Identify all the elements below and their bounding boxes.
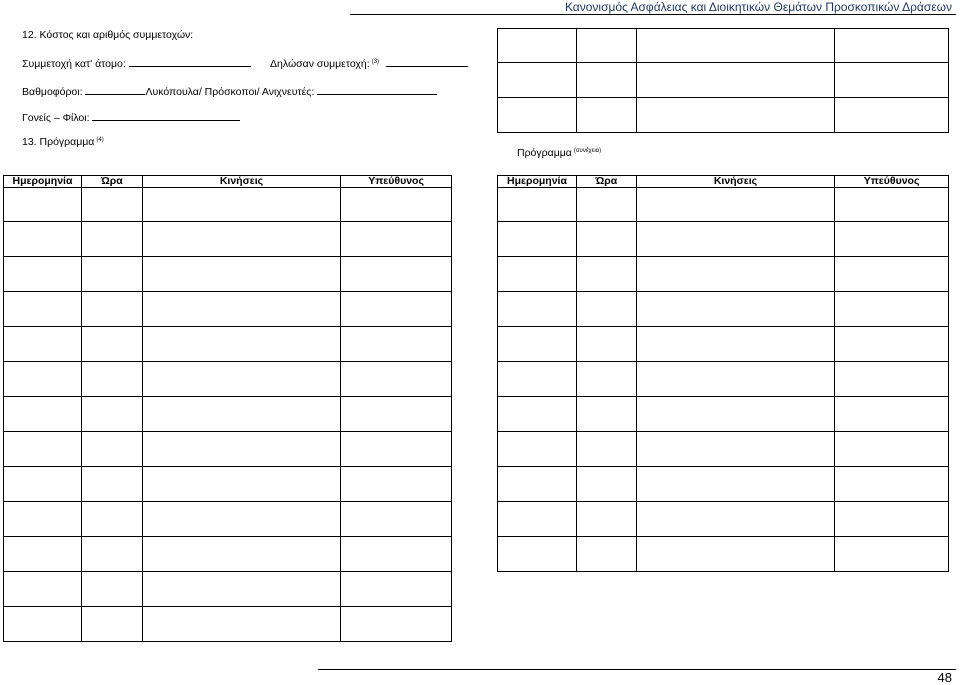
schedule-cell[interactable] — [576, 362, 636, 397]
schedule-cell[interactable] — [636, 397, 834, 432]
schedule-cell[interactable] — [576, 257, 636, 292]
col-movements-header: Κινήσεις — [636, 176, 834, 188]
schedule-cell[interactable] — [498, 292, 577, 327]
schedule-row — [4, 432, 452, 467]
schedule-cell[interactable] — [576, 397, 636, 432]
continued-heading: Πρόγραμμα — [517, 147, 572, 159]
schedule-cell[interactable] — [341, 222, 452, 257]
schedule-cell[interactable] — [142, 362, 340, 397]
schedule-cell[interactable] — [498, 327, 577, 362]
schedule-cell[interactable] — [341, 432, 452, 467]
schedule-cell[interactable] — [341, 397, 452, 432]
individual-cost-blank[interactable] — [129, 56, 251, 67]
sections-blank[interactable] — [317, 84, 437, 95]
schedule-cell[interactable] — [4, 572, 82, 607]
grid-cell[interactable] — [636, 63, 835, 98]
schedule-cell[interactable] — [4, 257, 82, 292]
schedule-cell[interactable] — [636, 222, 834, 257]
schedule-cell[interactable] — [835, 502, 949, 537]
schedule-cell[interactable] — [4, 537, 82, 572]
grid-cell[interactable] — [835, 98, 949, 133]
schedule-cell[interactable] — [142, 537, 340, 572]
schedule-cell[interactable] — [81, 502, 142, 537]
top-right-grid — [497, 28, 949, 133]
schedule-cell[interactable] — [341, 572, 452, 607]
schedule-cell[interactable] — [576, 432, 636, 467]
schedule-cell[interactable] — [142, 432, 340, 467]
schedule-cell[interactable] — [835, 537, 949, 572]
schedule-row — [498, 502, 949, 537]
section13-heading-row — [22, 136, 104, 148]
individual-cost-row — [22, 56, 251, 70]
schedule-cell[interactable] — [576, 292, 636, 327]
schedule-cell[interactable] — [4, 188, 82, 222]
schedule-cell[interactable] — [636, 467, 834, 502]
continued-heading-row — [517, 147, 601, 159]
schedule-row — [498, 188, 949, 222]
schedule-cell[interactable] — [142, 397, 340, 432]
ranked-row — [22, 84, 437, 98]
footer-rule — [318, 669, 956, 670]
col-date-header: Ημερομηνία — [4, 176, 82, 188]
col-time-header: Ώρα — [576, 176, 636, 188]
schedule-cell[interactable] — [142, 292, 340, 327]
schedule-cell[interactable] — [576, 188, 636, 222]
schedule-cell[interactable] — [81, 467, 142, 502]
schedule-cell[interactable] — [341, 502, 452, 537]
schedule-cell[interactable] — [4, 467, 82, 502]
ranked-label: Βαθμοφόροι: — [22, 86, 83, 98]
grid-cell[interactable] — [835, 63, 949, 98]
schedule-row — [4, 327, 452, 362]
schedule-cell[interactable] — [835, 467, 949, 502]
schedule-row — [498, 222, 949, 257]
schedule-table-right — [497, 175, 949, 572]
schedule-table-left — [3, 175, 452, 642]
schedule-header-row — [4, 176, 452, 188]
schedule-cell[interactable] — [142, 257, 340, 292]
grid-cell[interactable] — [498, 63, 577, 98]
schedule-header-row — [498, 176, 949, 188]
schedule-cell[interactable] — [636, 188, 834, 222]
schedule-row — [498, 432, 949, 467]
schedule-cell[interactable] — [498, 222, 577, 257]
schedule-cell[interactable] — [81, 327, 142, 362]
schedule-cell[interactable] — [4, 397, 82, 432]
schedule-cell[interactable] — [498, 188, 577, 222]
schedule-cell[interactable] — [4, 432, 82, 467]
schedule-cell[interactable] — [835, 397, 949, 432]
schedule-cell[interactable] — [636, 257, 834, 292]
schedule-cell[interactable] — [142, 607, 340, 642]
schedule-row — [4, 467, 452, 502]
schedule-cell[interactable] — [81, 572, 142, 607]
section12-heading: 12. Κόστος και αριθμός συμμετοχών: — [22, 29, 194, 41]
declared-participation-note: (3) — [371, 58, 380, 65]
schedule-cell[interactable] — [498, 432, 577, 467]
col-responsible-header: Υπεύθυνος — [341, 176, 452, 188]
schedule-cell[interactable] — [81, 607, 142, 642]
schedule-cell[interactable] — [142, 327, 340, 362]
schedule-cell[interactable] — [636, 292, 834, 327]
section13-note: (4) — [96, 136, 104, 143]
grid-cell[interactable] — [636, 98, 835, 133]
declared-participation-blank[interactable] — [386, 56, 468, 67]
schedule-cell[interactable] — [81, 537, 142, 572]
grid-cell[interactable] — [576, 63, 636, 98]
schedule-cell[interactable] — [636, 432, 834, 467]
schedule-row — [4, 537, 452, 572]
schedule-cell[interactable] — [81, 222, 142, 257]
schedule-cell[interactable] — [4, 362, 82, 397]
schedule-cell[interactable] — [81, 397, 142, 432]
parents-row — [22, 110, 240, 124]
schedule-cell[interactable] — [835, 432, 949, 467]
grid-cell[interactable] — [636, 29, 835, 63]
section13-heading: 13. Πρόγραμμα — [22, 136, 95, 148]
schedule-row — [4, 572, 452, 607]
continued-note: (συνέχεια) — [573, 147, 602, 154]
schedule-cell[interactable] — [142, 467, 340, 502]
schedule-cell[interactable] — [576, 467, 636, 502]
schedule-cell[interactable] — [341, 292, 452, 327]
grid-cell[interactable] — [835, 29, 949, 63]
parents-blank[interactable] — [92, 110, 240, 121]
schedule-cell[interactable] — [576, 502, 636, 537]
schedule-cell[interactable] — [636, 362, 834, 397]
schedule-row — [4, 188, 452, 222]
schedule-cell[interactable] — [636, 537, 834, 572]
grid-cell[interactable] — [576, 98, 636, 133]
page-number: 48 — [937, 670, 952, 685]
schedule-row — [4, 362, 452, 397]
schedule-cell[interactable] — [835, 257, 949, 292]
col-date-header: Ημερομηνία — [498, 176, 577, 188]
schedule-cell[interactable] — [81, 362, 142, 397]
schedule-row — [4, 607, 452, 642]
schedule-row — [498, 257, 949, 292]
schedule-row — [4, 257, 452, 292]
schedule-cell[interactable] — [576, 327, 636, 362]
schedule-row — [498, 292, 949, 327]
header-rule — [350, 14, 956, 15]
schedule-cell[interactable] — [341, 362, 452, 397]
schedule-cell[interactable] — [142, 222, 340, 257]
sections-label: Λυκόπουλα/ Πρόσκοποι/ Ανιχνευτές: — [145, 86, 315, 98]
schedule-cell[interactable] — [341, 257, 452, 292]
schedule-cell[interactable] — [81, 292, 142, 327]
schedule-cell[interactable] — [636, 327, 834, 362]
col-responsible-header: Υπεύθυνος — [835, 176, 949, 188]
schedule-cell[interactable] — [498, 397, 577, 432]
col-time-header: Ώρα — [81, 176, 142, 188]
grid-cell[interactable] — [576, 29, 636, 63]
schedule-cell[interactable] — [636, 502, 834, 537]
schedule-cell[interactable] — [142, 572, 340, 607]
schedule-cell[interactable] — [142, 188, 340, 222]
schedule-row — [4, 397, 452, 432]
schedule-cell[interactable] — [835, 222, 949, 257]
schedule-cell[interactable] — [576, 222, 636, 257]
schedule-cell[interactable] — [341, 537, 452, 572]
col-movements-header: Κινήσεις — [142, 176, 340, 188]
schedule-cell[interactable] — [4, 327, 82, 362]
schedule-row — [498, 467, 949, 502]
schedule-cell[interactable] — [4, 607, 82, 642]
schedule-cell[interactable] — [4, 222, 82, 257]
schedule-cell[interactable] — [498, 467, 577, 502]
schedule-row — [498, 397, 949, 432]
schedule-cell[interactable] — [341, 327, 452, 362]
header-title: Κανονισμός Ασφάλειας και Διοικητικών Θεμάτων Προσκοπικών Δράσεων — [564, 0, 952, 14]
ranked-blank[interactable] — [85, 84, 145, 95]
schedule-row — [4, 502, 452, 537]
schedule-cell[interactable] — [498, 257, 577, 292]
schedule-cell[interactable] — [4, 292, 82, 327]
schedule-cell[interactable] — [576, 537, 636, 572]
grid-cell[interactable] — [498, 29, 577, 63]
schedule-cell[interactable] — [498, 362, 577, 397]
schedule-row — [498, 327, 949, 362]
schedule-cell[interactable] — [81, 432, 142, 467]
individual-cost-label: Συμμετοχή κατ' άτομο: — [22, 58, 126, 70]
declared-participation-label: Δηλώσαν συμμετοχή: — [270, 58, 370, 70]
declared-participation-row — [270, 56, 468, 70]
schedule-cell[interactable] — [835, 327, 949, 362]
schedule-row — [4, 222, 452, 257]
schedule-cell[interactable] — [4, 502, 82, 537]
schedule-cell[interactable] — [835, 188, 949, 222]
schedule-cell[interactable] — [835, 292, 949, 327]
schedule-row — [498, 362, 949, 397]
parents-label: Γονείς – Φίλοι: — [22, 112, 90, 124]
schedule-cell[interactable] — [498, 537, 577, 572]
schedule-cell[interactable] — [81, 188, 142, 222]
schedule-cell[interactable] — [142, 502, 340, 537]
schedule-cell[interactable] — [81, 257, 142, 292]
schedule-cell[interactable] — [341, 188, 452, 222]
schedule-cell[interactable] — [341, 467, 452, 502]
schedule-cell[interactable] — [498, 502, 577, 537]
schedule-cell[interactable] — [835, 362, 949, 397]
schedule-cell[interactable] — [341, 607, 452, 642]
grid-cell[interactable] — [498, 98, 577, 133]
schedule-row — [498, 537, 949, 572]
schedule-row — [4, 292, 452, 327]
